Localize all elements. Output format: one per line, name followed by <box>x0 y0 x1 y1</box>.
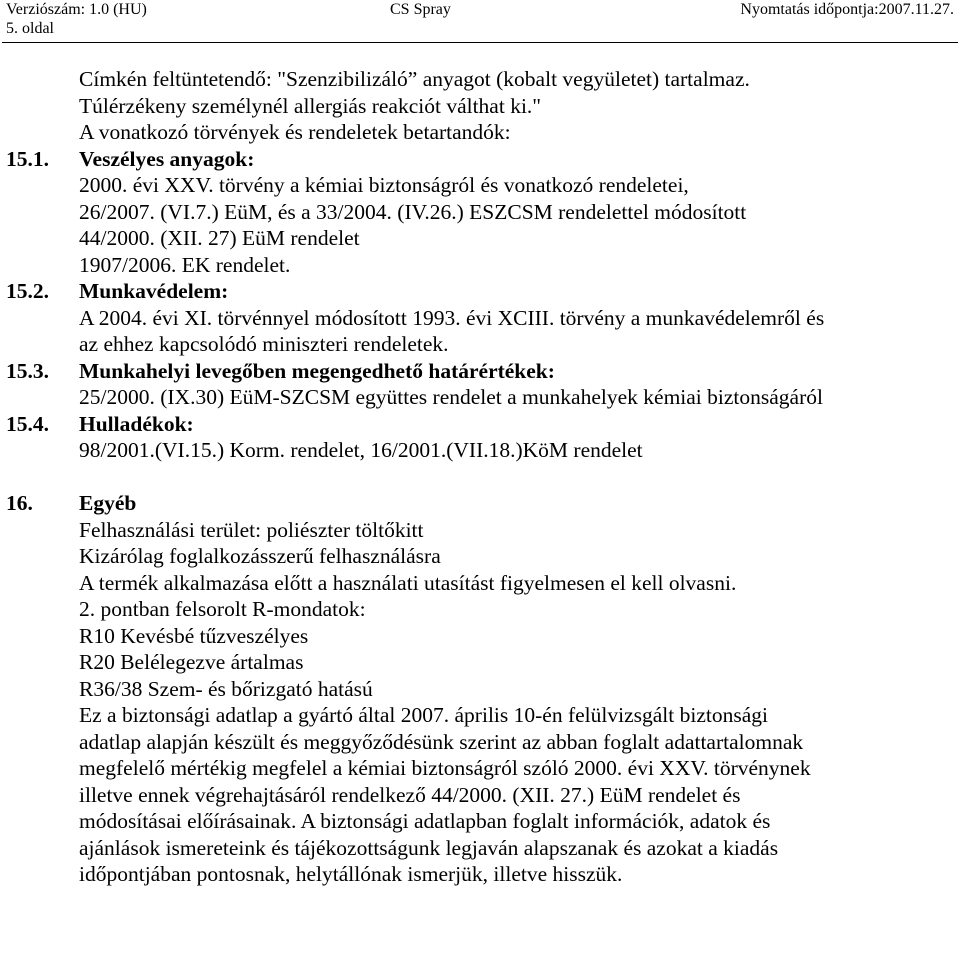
section-title: Egyéb <box>79 491 137 515</box>
section-line: A 2004. évi XI. törvénnyel módosított 1993. évi XCIII. törvény a munkavédelemről és <box>79 305 825 330</box>
section-line: R20 Belélegezve ártalmas <box>79 650 304 674</box>
section-title: Munkahelyi levegőben megengedhető határértékek: <box>79 358 555 383</box>
section-number: 16. <box>6 491 33 515</box>
section-line: 2. pontban felsorolt R-mondatok: <box>79 597 366 621</box>
section-15-3-heading <box>0 358 960 385</box>
section-line: Felhasználási terület: poliészter töltőkitt <box>79 517 424 542</box>
section-line: ajánlások ismereteink és tájékozottságunk legjaván alapszanak és azokat a kiadás <box>79 835 779 860</box>
section-15-1-heading <box>0 146 960 173</box>
section-15-4-heading <box>0 411 960 438</box>
document-body <box>0 66 960 888</box>
section-line: 25/2000. (IX.30) EüM-SZCSM együttes rendelet a munkahelyek kémiai biztonságáról <box>79 385 823 409</box>
section-15-2-heading <box>0 278 960 305</box>
section-title: Hulladékok: <box>79 411 194 436</box>
intro-line: Címkén feltüntetendő: "Szenzibilizáló” anyagot (kobalt vegyületet) tartalmaz. <box>79 67 750 91</box>
section-line: 2000. évi XXV. törvény a kémiai biztonságról és vonatkozó rendeletei, <box>79 173 689 197</box>
section-line: az ehhez kapcsolódó miniszteri rendeletek. <box>79 332 449 356</box>
section-title: Munkavédelem: <box>79 279 229 303</box>
section-line: illetve ennek végrehajtásáról rendelkező 44/2000. (XII. 27.) EüM rendelet és <box>79 782 741 807</box>
section-spacer <box>0 464 960 491</box>
section-line: A termék alkalmazása előtt a használati utasítást figyelmesen el kell olvasni. <box>79 570 737 595</box>
intro-line: Túlérzékeny személynél allergiás reakciót válthat ki." <box>79 93 542 118</box>
section-line: R10 Kevésbé tűzveszélyes <box>79 623 309 648</box>
section-line: adatlap alapján készült és meggyőződésünk szerint az abban foglalt adattartalomnak <box>79 729 804 754</box>
section-line: R36/38 Szem- és bőrizgató hatású <box>79 676 373 701</box>
section-number: 15.2. <box>6 279 49 303</box>
section-number: 15.1. <box>6 146 49 171</box>
section-line: 1907/2006. EK rendelet. <box>79 252 291 277</box>
header-divider <box>2 42 958 43</box>
section-line: 98/2001.(VI.15.) Korm. rendelet, 16/2001.(VII.18.)KöM rendelet <box>79 438 643 462</box>
version-label: Verziószám: 1.0 (HU) <box>6 1 147 18</box>
section-line: 44/2000. (XII. 27) EüM rendelet <box>79 226 360 250</box>
section-line: Ez a biztonsági adatlap a gyártó által 2007. április 10-én felülvizsgált biztonsági <box>79 703 768 727</box>
section-line: megfelelő mértékig megfelel a kémiai biztonságról szóló 2000. évi XXV. törvénynek <box>79 756 811 780</box>
product-name: CS Spray <box>390 1 451 18</box>
section-line: 26/2007. (VI.7.) EüM, és a 33/2004. (IV.26.) ESZCSM rendelettel módosított <box>79 199 747 224</box>
page-number: 5. oldal <box>6 20 54 37</box>
section-number: 15.4. <box>6 411 49 436</box>
section-line: időpontjában pontosnak, helytállónak ismerjük, illetve hisszük. <box>79 862 623 886</box>
section-16-heading <box>0 490 960 517</box>
section-number: 15.3. <box>6 358 49 383</box>
intro-line: A vonatkozó törvények és rendeletek betartandók: <box>79 120 511 144</box>
section-line: módosításai előírásainak. A biztonsági adatlapban foglalt információk, adatok és <box>79 809 771 833</box>
section-title: Veszélyes anyagok: <box>79 146 255 171</box>
print-date: Nyomtatás időpontja:2007.11.27. <box>740 1 954 18</box>
section-line: Kizárólag foglalkozásszerű felhasználásra <box>79 544 441 568</box>
